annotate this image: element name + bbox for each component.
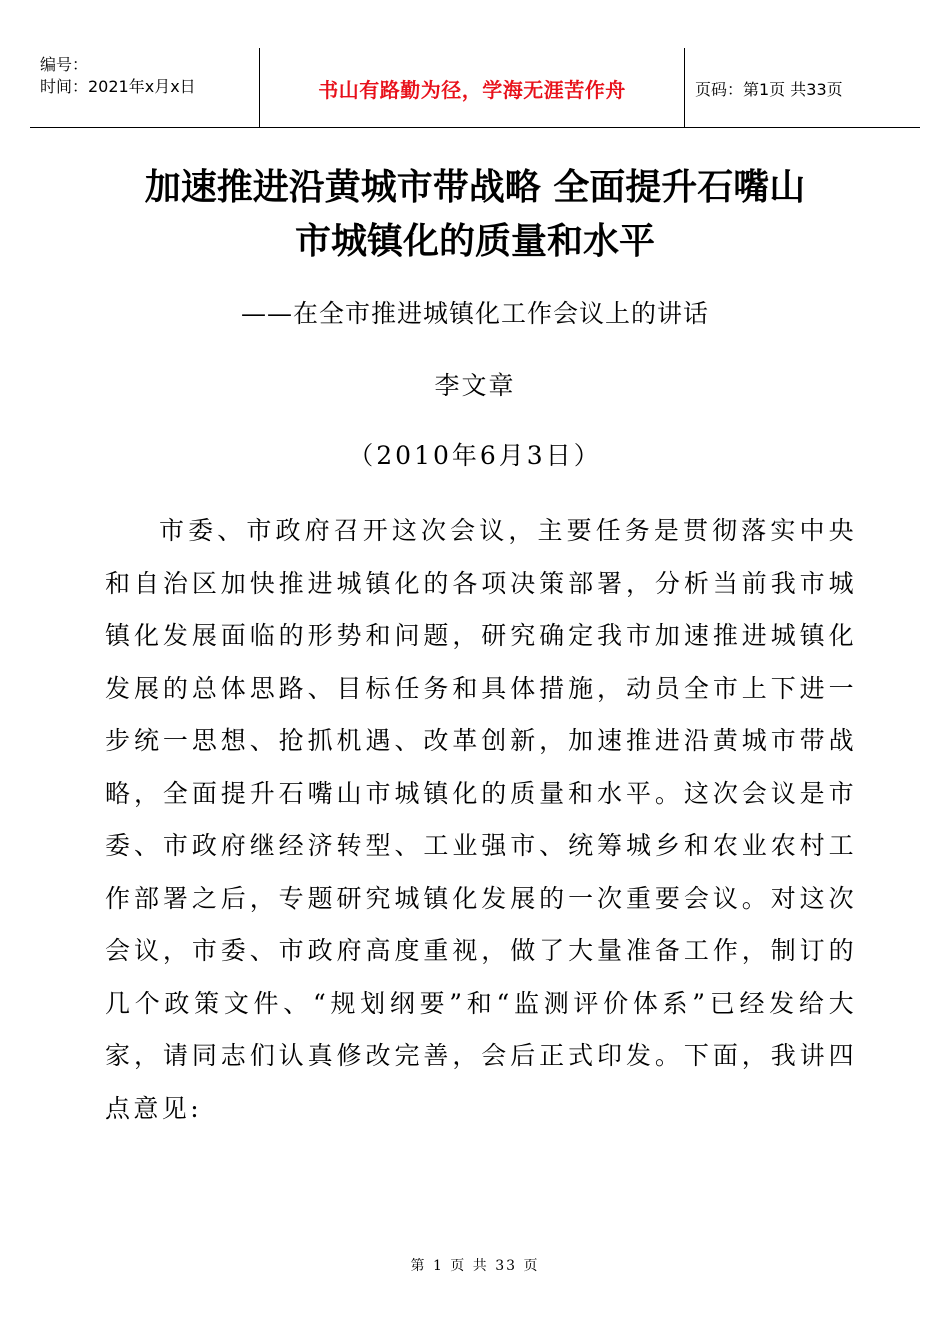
title-line-1: 加速推进沿黄城市带战略 全面提升石嘴山 [144, 166, 806, 208]
title-line-2: 市城镇化的质量和水平 [294, 220, 655, 262]
header-page-cell [685, 48, 920, 128]
number-label: 编号： [40, 55, 89, 74]
document-header [30, 48, 920, 128]
header-meta-cell [30, 48, 260, 128]
body-paragraph: 市委、市政府召开这次会议，主要任务是贯彻落实中央和自治区加快推进城镇化的各项决策部署，分析当前我市城镇化发展面临的形势和问题，研究确定我市加速推进城镇化发展的总体思路、目标任务和具体措施，动员全市上下进一步统一思想、抢抓机遇、改革创新，加速推进沿黄城市带战略，全面提升石嘴山市城镇化的质量和水平。这次会议是市委、市政府继经济转型、工业强市、统筹城乡和农业农村工作部署之后，专题研究城镇化发展的一次重要会议。对这次会议，市委、市政府高度重视，做了大量准备工作，制订的几个政策文件、“规划纲要”和“监测评价体系”已经发给大家，请同志们认真修改完善，会后正式印发。下面，我讲四点意见: [105, 516, 857, 1123]
author-name: 李文章 [434, 371, 516, 400]
page-footer: 第 1 页 共 33 页 [410, 1258, 540, 1274]
document-title [40, 160, 910, 268]
header-motto-cell [260, 48, 685, 128]
document-subtitle: ——在全市推进城镇化工作会议上的讲话 [240, 299, 709, 328]
time-label: 时间：2021年x月x日 [40, 77, 196, 96]
speech-date: （2010年6月3日） [348, 441, 602, 470]
page-info: 页码：第1页 共33页 [695, 79, 843, 99]
motto-text: 书山有路勤为径，学海无涯苦作舟 [318, 77, 626, 102]
